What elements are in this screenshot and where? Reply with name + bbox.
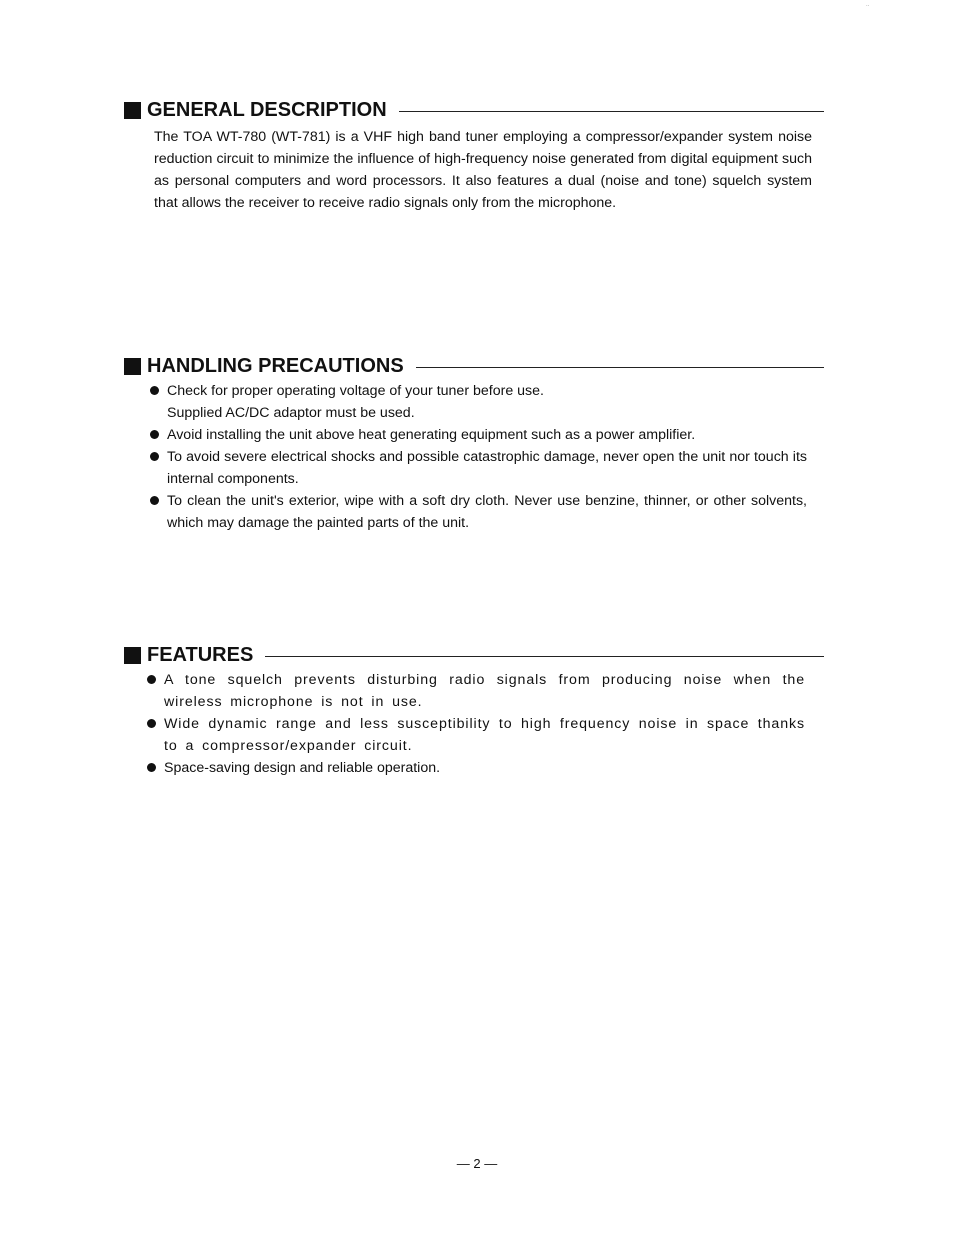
black-square-icon [124,647,141,664]
bullet-dot-icon [150,430,159,439]
list-item-text: Avoid installing the unit above heat generating equipment such as a power amplifier. [167,427,696,443]
features-list [124,669,824,779]
list-item [124,424,807,446]
bullet-dot-icon [150,386,159,395]
corner-mark: .. [866,2,870,8]
bullet-dot-icon [147,719,156,728]
list-item-text: To avoid severe electrical shocks and possible catastrophic damage, never open the unit nor touch its internal components. [167,449,807,487]
list-item [124,669,805,713]
list-item-text-line2: Supplied AC/DC adaptor must be used. [167,405,415,421]
heading-rule [399,111,824,112]
bullet-dot-icon [150,452,159,461]
section-title: FEATURES [147,643,254,666]
list-item [124,757,805,779]
list-item [124,380,807,424]
section-handling-precautions [124,354,824,534]
bullet-dot-icon [147,675,156,684]
section-heading [124,354,824,378]
bullet-dot-icon [147,763,156,772]
list-item-text: Check for proper operating voltage of your tuner before use. [167,383,544,399]
section-heading [124,643,824,667]
precautions-list [124,380,824,534]
section-heading [124,98,824,122]
bullet-dot-icon [150,496,159,505]
page-number: — 2 — [456,1156,498,1171]
section-title: GENERAL DESCRIPTION [147,98,387,121]
heading-rule [265,656,824,657]
list-item [124,490,807,534]
list-item-text: Space-saving design and reliable operation. [164,760,441,776]
list-item [124,446,807,490]
list-item-text: A tone squelch prevents disturbing radio signals from producing noise when the wireless microphone is not in use. [164,672,805,710]
description-paragraph: The TOA WT-780 (WT-781) is a VHF high band tuner employing a compressor/expander system noise reduction circuit to minimize the influence of high-frequency noise generated from digital equipment such as personal computers and word processors. It also features a dual (noise and tone) squelch system that allows the receiver to receive radio signals only from the microphone. [154,129,812,211]
list-item [124,713,805,757]
section-general-description [124,98,824,214]
black-square-icon [124,102,141,119]
list-item-text: To clean the unit's exterior, wipe with a soft dry cloth. Never use benzine, thinner, or other solvents, which may damage the painted parts of the unit. [167,493,807,531]
heading-rule [416,367,824,368]
section-title: HANDLING PRECAUTIONS [147,354,404,377]
black-square-icon [124,358,141,375]
section-features [124,643,824,779]
list-item-text: Wide dynamic range and less susceptibility to high frequency noise in space thanks to a compressor/expander circuit. [164,716,805,754]
